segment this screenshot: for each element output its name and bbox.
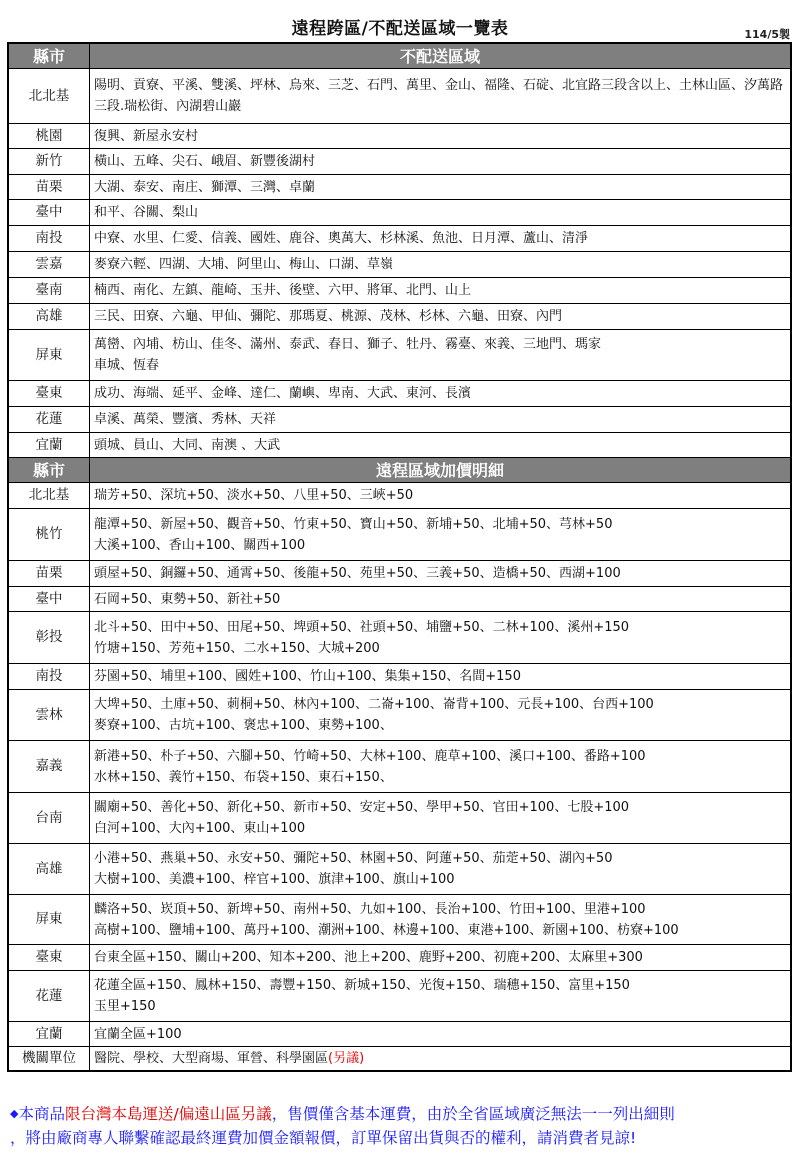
surcharge-row — [8, 945, 791, 971]
county-cell: 臺東 — [8, 945, 90, 971]
areas-text: 頭城、員山、大同、南澳 、大武 — [94, 437, 281, 453]
surcharge-row — [8, 483, 791, 509]
county-cell: 北北基 — [8, 483, 90, 509]
no-delivery-row — [8, 69, 791, 124]
page-title: 遠程跨區/不配送區域一覽表 — [291, 19, 509, 39]
areas-text: 麥寮六輕、四湖、大埔、阿里山、梅山、口湖、草嶺 — [94, 257, 394, 272]
county-cell: 高雄 — [8, 304, 90, 330]
surcharge-areas-cell — [90, 793, 792, 844]
surcharge-line-2: 高樹+100、鹽埔+100、萬丹+100、潮洲+100、林邊+100、東港+100、新園+100、枋寮+100 — [94, 922, 679, 938]
no-delivery-row — [8, 407, 791, 433]
no-delivery-areas-cell — [90, 252, 792, 278]
no-delivery-areas-cell — [90, 69, 792, 124]
surcharge-row — [8, 509, 791, 561]
county-cell: 嘉義 — [8, 741, 90, 793]
areas-text: 陽明、貢寮、平溪、雙溪、坪林、烏來、三芝、石門、萬里、金山、福隆、石碇、北宜路三段含以上、土林山區、汐萬路三段.瑞松街、內湖碧山巖 — [94, 78, 784, 114]
surcharge-line-2: 竹塘+150、芳苑+150、二水+150、大城+200 — [94, 640, 380, 656]
no-delivery-row — [8, 252, 791, 278]
surcharge-row — [8, 612, 791, 664]
no-delivery-areas-cell — [90, 330, 792, 381]
county-cell: 新竹 — [8, 149, 90, 175]
no-delivery-areas-cell — [90, 175, 792, 200]
surcharge-row — [8, 690, 791, 741]
county-cell: 南投 — [8, 664, 90, 690]
surcharge-areas-cell — [90, 587, 792, 612]
notice-line-1 — [10, 1102, 795, 1126]
county-cell: 南投 — [8, 226, 90, 252]
notice-highlight: 限台灣本島運送/偏遠山區另議 — [64, 1105, 272, 1123]
surcharge-line-1: 醫院、學校、大型商場、軍營、科學園區 — [94, 1050, 329, 1066]
county-cell: 臺中 — [8, 587, 90, 612]
county-cell: 苗栗 — [8, 561, 90, 587]
surcharge-line-2: 大溪+100、香山+100、關西+100 — [94, 537, 306, 553]
areas-text: 大湖、泰安、南庄、獅潭、三灣、卓蘭 — [94, 179, 316, 195]
no-delivery-row — [8, 304, 791, 330]
no-delivery-areas-cell — [90, 304, 792, 330]
county-cell: 屏東 — [8, 895, 90, 945]
no-delivery-areas-cell — [90, 200, 792, 226]
surcharge-row — [8, 1022, 791, 1047]
county-cell: 苗栗 — [8, 175, 90, 200]
areas-text: 成功、海端、延平、金峰、達仁、蘭嶼、卑南、大武、東河、長濱 — [94, 386, 472, 401]
surcharge-line-1: 頭屋+50、銅鑼+50、通霄+50、後龍+50、苑里+50、三義+50、造橋+50、西湖+100 — [94, 566, 621, 581]
surcharge-row — [8, 844, 791, 895]
surcharge-line-2: 麥寮+100、古坑+100、褒忠+100、東勢+100、 — [94, 718, 393, 733]
surcharge-areas-cell — [90, 612, 792, 664]
county-cell: 宜蘭 — [8, 1022, 90, 1047]
surcharge-line-1: 花蓮全區+150、鳳林+150、壽豐+150、新城+150、光復+150、瑞穗+150、富里+150 — [94, 978, 630, 993]
no-delivery-areas-cell — [90, 226, 792, 252]
surcharge-line-1: 瑞芳+50、深坑+50、淡水+50、八里+50、三峽+50 — [94, 488, 414, 503]
surcharge-line-1: 龍潭+50、新屋+50、觀音+50、竹東+50、寶山+50、新埔+50、北埔+50、芎林+50 — [94, 516, 613, 532]
header-county: 縣市 — [8, 458, 90, 483]
notice-line-2: ，將由廠商專人聯繫確認最終運費加價金額報價，訂單保留出貨與否的權利，請消費者見諒! — [10, 1129, 637, 1147]
county-cell: 北北基 — [8, 69, 90, 124]
county-cell: 臺中 — [8, 200, 90, 226]
areas-text: 三民、田寮、六龜、甲仙、彌陀、那瑪夏、桃源、茂林、杉林、六龜、田寮、內門 — [94, 309, 563, 324]
delivery-area-table — [7, 42, 792, 1072]
surcharge-line-2: 白河+100、大內+100、東山+100 — [94, 821, 306, 836]
areas-text: 橫山、五峰、尖石、峨眉、新豐後湖村 — [94, 154, 316, 169]
surcharge-row — [8, 895, 791, 945]
no-delivery-areas-cell — [90, 433, 792, 458]
no-delivery-header-row — [8, 43, 791, 69]
surcharge-row — [8, 793, 791, 844]
county-cell: 雲林 — [8, 690, 90, 741]
surcharge-areas-cell — [90, 945, 792, 971]
header-surcharge-details: 遠程區域加價明細 — [90, 458, 792, 483]
no-delivery-row — [8, 226, 791, 252]
surcharge-line-1: 關廟+50、善化+50、新化+50、新市+50、安定+50、學甲+50、官田+100、七股+100 — [94, 800, 630, 815]
county-cell: 桃園 — [8, 124, 90, 149]
county-cell: 花蓮 — [8, 407, 90, 433]
areas-text: 中寮、水里、仁愛、信義、國姓、鹿谷、奧萬大、杉林溪、魚池、日月潭、蘆山、清淨 — [94, 231, 589, 246]
notice-part3: ，售價僅含基本運費，由於全省區域廣泛無法一一列出細則 — [271, 1105, 675, 1123]
surcharge-areas-cell — [90, 690, 792, 741]
surcharge-row — [8, 741, 791, 793]
county-cell: 彰投 — [8, 612, 90, 664]
no-delivery-row — [8, 330, 791, 381]
no-delivery-row — [8, 124, 791, 149]
areas-text: 復興、新屋永安村 — [94, 128, 199, 144]
surcharge-row — [8, 561, 791, 587]
county-cell: 桃竹 — [8, 509, 90, 561]
surcharge-areas-cell — [90, 895, 792, 945]
county-cell: 宜蘭 — [8, 433, 90, 458]
surcharge-line-1: 麟洛+50、崁頂+50、新埤+50、南州+50、九如+100、長治+100、竹田+100、里港+100 — [94, 901, 646, 917]
no-delivery-row — [8, 200, 791, 226]
county-cell: 花蓮 — [8, 971, 90, 1022]
surcharge-areas-cell — [90, 741, 792, 793]
county-cell: 高雄 — [8, 844, 90, 895]
surcharge-areas-cell — [90, 483, 792, 509]
no-delivery-row — [8, 149, 791, 175]
surcharge-areas-cell — [90, 1047, 792, 1071]
notice-part1: 本商品 — [18, 1105, 65, 1123]
header-county: 縣市 — [8, 43, 90, 69]
no-delivery-areas-cell — [90, 407, 792, 433]
surcharge-row — [8, 1047, 791, 1071]
no-delivery-row — [8, 175, 791, 200]
county-cell: 臺東 — [8, 381, 90, 407]
diamond-bullet-icon: ◆ — [10, 1107, 19, 1120]
surcharge-header-row — [8, 458, 791, 483]
no-delivery-areas-cell — [90, 124, 792, 149]
negotiable-note: (另議) — [328, 1050, 365, 1066]
county-cell: 機關單位 — [8, 1047, 90, 1071]
surcharge-areas-cell — [90, 844, 792, 895]
no-delivery-areas-cell — [90, 381, 792, 407]
surcharge-areas-cell — [90, 971, 792, 1022]
county-cell: 雲嘉 — [8, 252, 90, 278]
surcharge-row — [8, 971, 791, 1022]
surcharge-line-1: 小港+50、燕巢+50、永安+50、彌陀+50、林園+50、阿蓮+50、茄萣+50、湖內+50 — [94, 851, 613, 866]
surcharge-line-2: 水林+150、義竹+150、布袋+150、東石+150、 — [94, 769, 393, 785]
surcharge-line-1: 芬園+50、埔里+100、國姓+100、竹山+100、集集+150、名間+150 — [94, 669, 521, 684]
areas-text-line2: 車城、恆春 — [94, 358, 160, 373]
surcharge-line-1: 宜蘭全區+100 — [94, 1026, 182, 1042]
surcharge-areas-cell — [90, 664, 792, 690]
shipping-notice — [10, 1102, 795, 1150]
areas-text: 萬巒、內埔、枋山、佳冬、滿州、泰武、春日、獅子、牡丹、霧臺、來義、三地門、瑪家 — [94, 337, 602, 352]
header-no-delivery-areas: 不配送區域 — [90, 43, 792, 69]
no-delivery-row — [8, 381, 791, 407]
surcharge-line-2: 玉里+150 — [94, 999, 156, 1014]
surcharge-areas-cell — [90, 1022, 792, 1047]
areas-text: 卓溪、萬榮、豐濱、秀林、天祥 — [94, 412, 277, 427]
surcharge-areas-cell — [90, 561, 792, 587]
no-delivery-row — [8, 278, 791, 304]
no-delivery-row — [8, 433, 791, 458]
surcharge-line-1: 大埤+50、土庫+50、莿桐+50、林內+100、二崙+100、崙背+100、元長+100、台西+100 — [94, 697, 654, 712]
surcharge-row — [8, 664, 791, 690]
county-cell: 屏東 — [8, 330, 90, 381]
made-date: 114/5製 — [744, 28, 790, 41]
surcharge-areas-cell — [90, 509, 792, 561]
surcharge-line-1: 石岡+50、東勢+50、新社+50 — [94, 591, 281, 607]
surcharge-line-1: 新港+50、朴子+50、六腳+50、竹崎+50、大林+100、鹿草+100、溪口+100、番路+100 — [94, 748, 646, 764]
areas-text: 楠西、南化、左鎮、龍崎、玉井、後壁、六甲、將軍、北門、山上 — [94, 283, 472, 298]
surcharge-row — [8, 587, 791, 612]
county-cell: 台南 — [8, 793, 90, 844]
areas-text: 和平、谷關、梨山 — [94, 205, 199, 220]
surcharge-line-2: 大樹+100、美濃+100、梓官+100、旗津+100、旗山+100 — [94, 872, 455, 887]
surcharge-line-1: 北斗+50、田中+50、田尾+50、埤頭+50、社頭+50、埔鹽+50、二林+100、溪州+150 — [94, 619, 630, 635]
county-cell: 臺南 — [8, 278, 90, 304]
surcharge-line-1: 台東全區+150、關山+200、知本+200、池上+200、鹿野+200、初鹿+200、太麻里+300 — [94, 950, 643, 965]
no-delivery-areas-cell — [90, 149, 792, 175]
no-delivery-areas-cell — [90, 278, 792, 304]
